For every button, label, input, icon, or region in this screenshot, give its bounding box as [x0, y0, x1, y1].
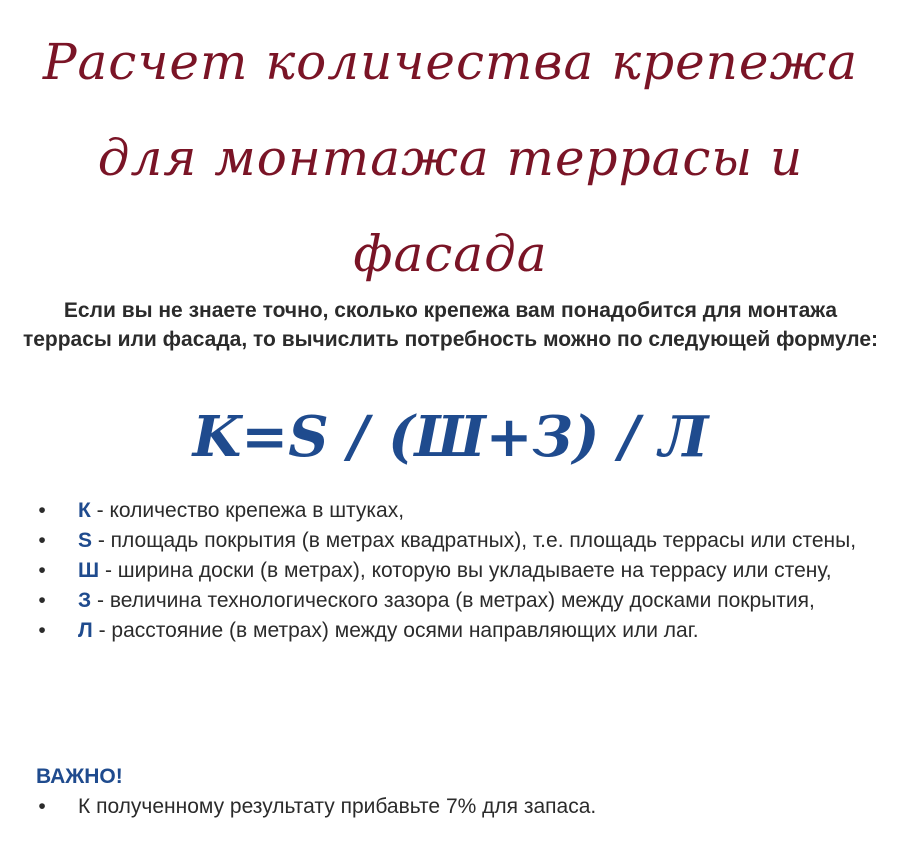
- definition-symbol: Л: [78, 619, 93, 642]
- definition-text: - площадь покрытия (в метрах квадратных), т.е. площадь террасы или стены,: [92, 529, 857, 552]
- bullet-icon: •: [38, 529, 46, 552]
- definition-item: [28, 526, 888, 556]
- bullet-icon: •: [38, 559, 46, 582]
- page-title: [0, 14, 901, 302]
- title-line: Расчет количества крепежа: [42, 33, 859, 91]
- definition-symbol: S: [78, 529, 93, 552]
- definition-item: [28, 616, 888, 646]
- definition-item: [28, 586, 888, 616]
- important-text: К полученному результату прибавьте 7% для запаса.: [78, 795, 597, 818]
- definition-text: - ширина доски (в метрах), которую вы укладываете на террасу или стену,: [99, 559, 832, 582]
- definition-text: - величина технологического зазора (в метрах) между досками покрытия,: [91, 589, 815, 612]
- definition-item: [28, 556, 888, 586]
- title-line: для монтажа террасы и: [97, 129, 804, 187]
- important-heading: ВАЖНО!: [36, 765, 123, 788]
- bullet-icon: •: [38, 499, 46, 522]
- intro-paragraph: Если вы не знаете точно, сколько крепежа вам понадобится для монтажа террасы или фасада, то вычислить потребность можно по следующей формуле:: [22, 299, 879, 351]
- bullet-icon: •: [38, 795, 46, 818]
- title-line: фасада: [353, 225, 548, 283]
- important-list: [28, 792, 888, 822]
- important-item: [28, 792, 888, 822]
- definition-symbol: З: [78, 589, 92, 612]
- formula: K=S / (Ш+З) / Л: [192, 404, 709, 470]
- definition-symbol: К: [78, 499, 91, 522]
- definition-symbol: Ш: [78, 559, 100, 582]
- definition-text: - расстояние (в метрах) между осями направляющих или лаг.: [92, 619, 699, 642]
- definition-item: [28, 496, 888, 526]
- definitions-list: [28, 496, 888, 646]
- bullet-icon: •: [38, 589, 46, 612]
- definition-text: - количество крепежа в штуках,: [90, 499, 405, 522]
- bullet-icon: •: [38, 619, 46, 642]
